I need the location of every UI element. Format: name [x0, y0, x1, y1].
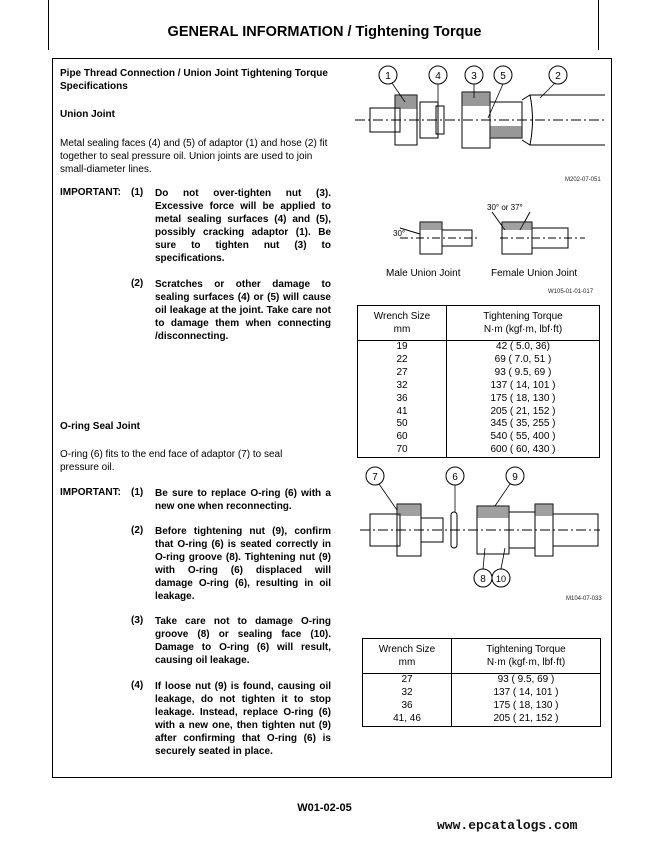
callout-label: 4	[435, 71, 441, 82]
figure-code: M104-07-033	[566, 596, 602, 602]
section1-heading: Pipe Thread Connection / Union Joint Tightening Torque Specifications	[60, 68, 328, 92]
item-number: (4)	[131, 680, 144, 691]
callout-label: 6	[452, 472, 458, 483]
callout-label: 9	[512, 472, 518, 483]
table-header-torque: Tightening Torque N·m (kgf·m, lbf·ft)	[447, 306, 600, 341]
important-label: IMPORTANT:	[60, 187, 121, 198]
wrench-size-column: 19 22 27 32 36 41 50 60 70	[358, 341, 447, 458]
callout-label: 10	[495, 574, 507, 584]
important-item: Take care not to damage O-ring groove (8) or sealing face (10). Damage to O-ring (6) will result, causing oil leakage.	[155, 616, 331, 666]
important-label: IMPORTANT:	[60, 487, 121, 498]
section2-subheading: O-ring Seal Joint	[60, 421, 141, 432]
page-title: GENERAL INFORMATION / Tightening Torque	[167, 24, 482, 40]
angle-label-female: 30° or 37°	[487, 203, 523, 212]
union-torque-table	[357, 305, 600, 458]
figure-code: W105-01-01-017	[548, 289, 594, 295]
oring-joint-drawing	[355, 462, 605, 592]
table-header-torque: Tightening Torque N·m (kgf·m, lbf·ft)	[452, 639, 601, 674]
section2-body: O-ring (6) fits to the end face of adaptor (7) to seal pressure oil.	[60, 449, 283, 473]
callout-label: 3	[471, 71, 477, 82]
caption-male-union: Male Union Joint	[386, 268, 461, 279]
oring-torque-table	[362, 638, 601, 727]
important-item: Be sure to replace O-ring (6) with a new one when reconnecting.	[155, 488, 331, 512]
callout-label: 5	[500, 71, 506, 82]
torque-column: 93 ( 9.5, 69 ) 137 ( 14, 101 ) 175 ( 18, 130 ) 205 ( 21, 152 )	[452, 674, 601, 727]
important-item: Scratches or other damage to sealing surfaces (4) or (5) will cause oil leakage at the joint. Take care not to damage them when connecting /disconnecting.	[155, 279, 331, 342]
item-number: (2)	[131, 525, 144, 536]
angle-label-male: 30°	[393, 229, 406, 238]
section1-body: Metal sealing faces (4) and (5) of adaptor (1) and hose (2) fit together to seal pressure oil. Union joints are used to join small-diameter lines.	[60, 138, 328, 175]
important-item: Before tightening nut (9), confirm that O-ring (6) is seated correctly in O-ring groove (8). Tightening nut (9) with O-ring (6) displaced will damage O-ring (6), resulting in oil leakage.	[155, 526, 331, 602]
item-number: (1)	[131, 487, 144, 498]
item-number: (1)	[131, 187, 144, 198]
item-number: (2)	[131, 278, 144, 289]
wrench-size-column: 27 32 36 41, 46	[363, 674, 452, 727]
callout-label: 8	[480, 574, 486, 585]
callout-label: 7	[372, 472, 378, 483]
callout-label: 1	[385, 71, 391, 82]
page-number: W01-02-05	[297, 802, 352, 814]
torque-column: 42 ( 5.0, 36) 69 ( 7.0, 51 ) 93 ( 9.5, 69 ) 137 ( 14, 101 ) 175 ( 18, 130 ) 205 ( 21, 152 ) 345 ( 35, 255 ) 540 ( 55, 400 ) 600 ( 60, 430 )	[447, 341, 600, 458]
important-item: Do not over-tighten nut (3). Excessive force will be applied to metal sealing surfaces (4) and (5), possibly cracking adaptor (1). Be sure to tighten nut (3) to specifications.	[155, 188, 331, 264]
table-header-wrench: Wrench Size mm	[358, 306, 447, 341]
figure-code: M202-07-051	[565, 177, 601, 183]
callout-label: 2	[555, 71, 561, 82]
watermark-link[interactable]: www.epcatalogs.com	[437, 818, 578, 833]
union-joint-drawing	[350, 60, 610, 185]
table-header-wrench: Wrench Size mm	[363, 639, 452, 674]
important-item: If loose nut (9) is found, causing oil leakage, do not tighten it to stop leakage. Instead, replace O-ring (6) with a new one, then tighten nut (9) after confirming that O-ring (6) is securely seated in place.	[155, 681, 331, 757]
caption-female-union: Female Union Joint	[491, 268, 578, 279]
section1-subheading: Union Joint	[60, 109, 115, 120]
item-number: (3)	[131, 615, 144, 626]
